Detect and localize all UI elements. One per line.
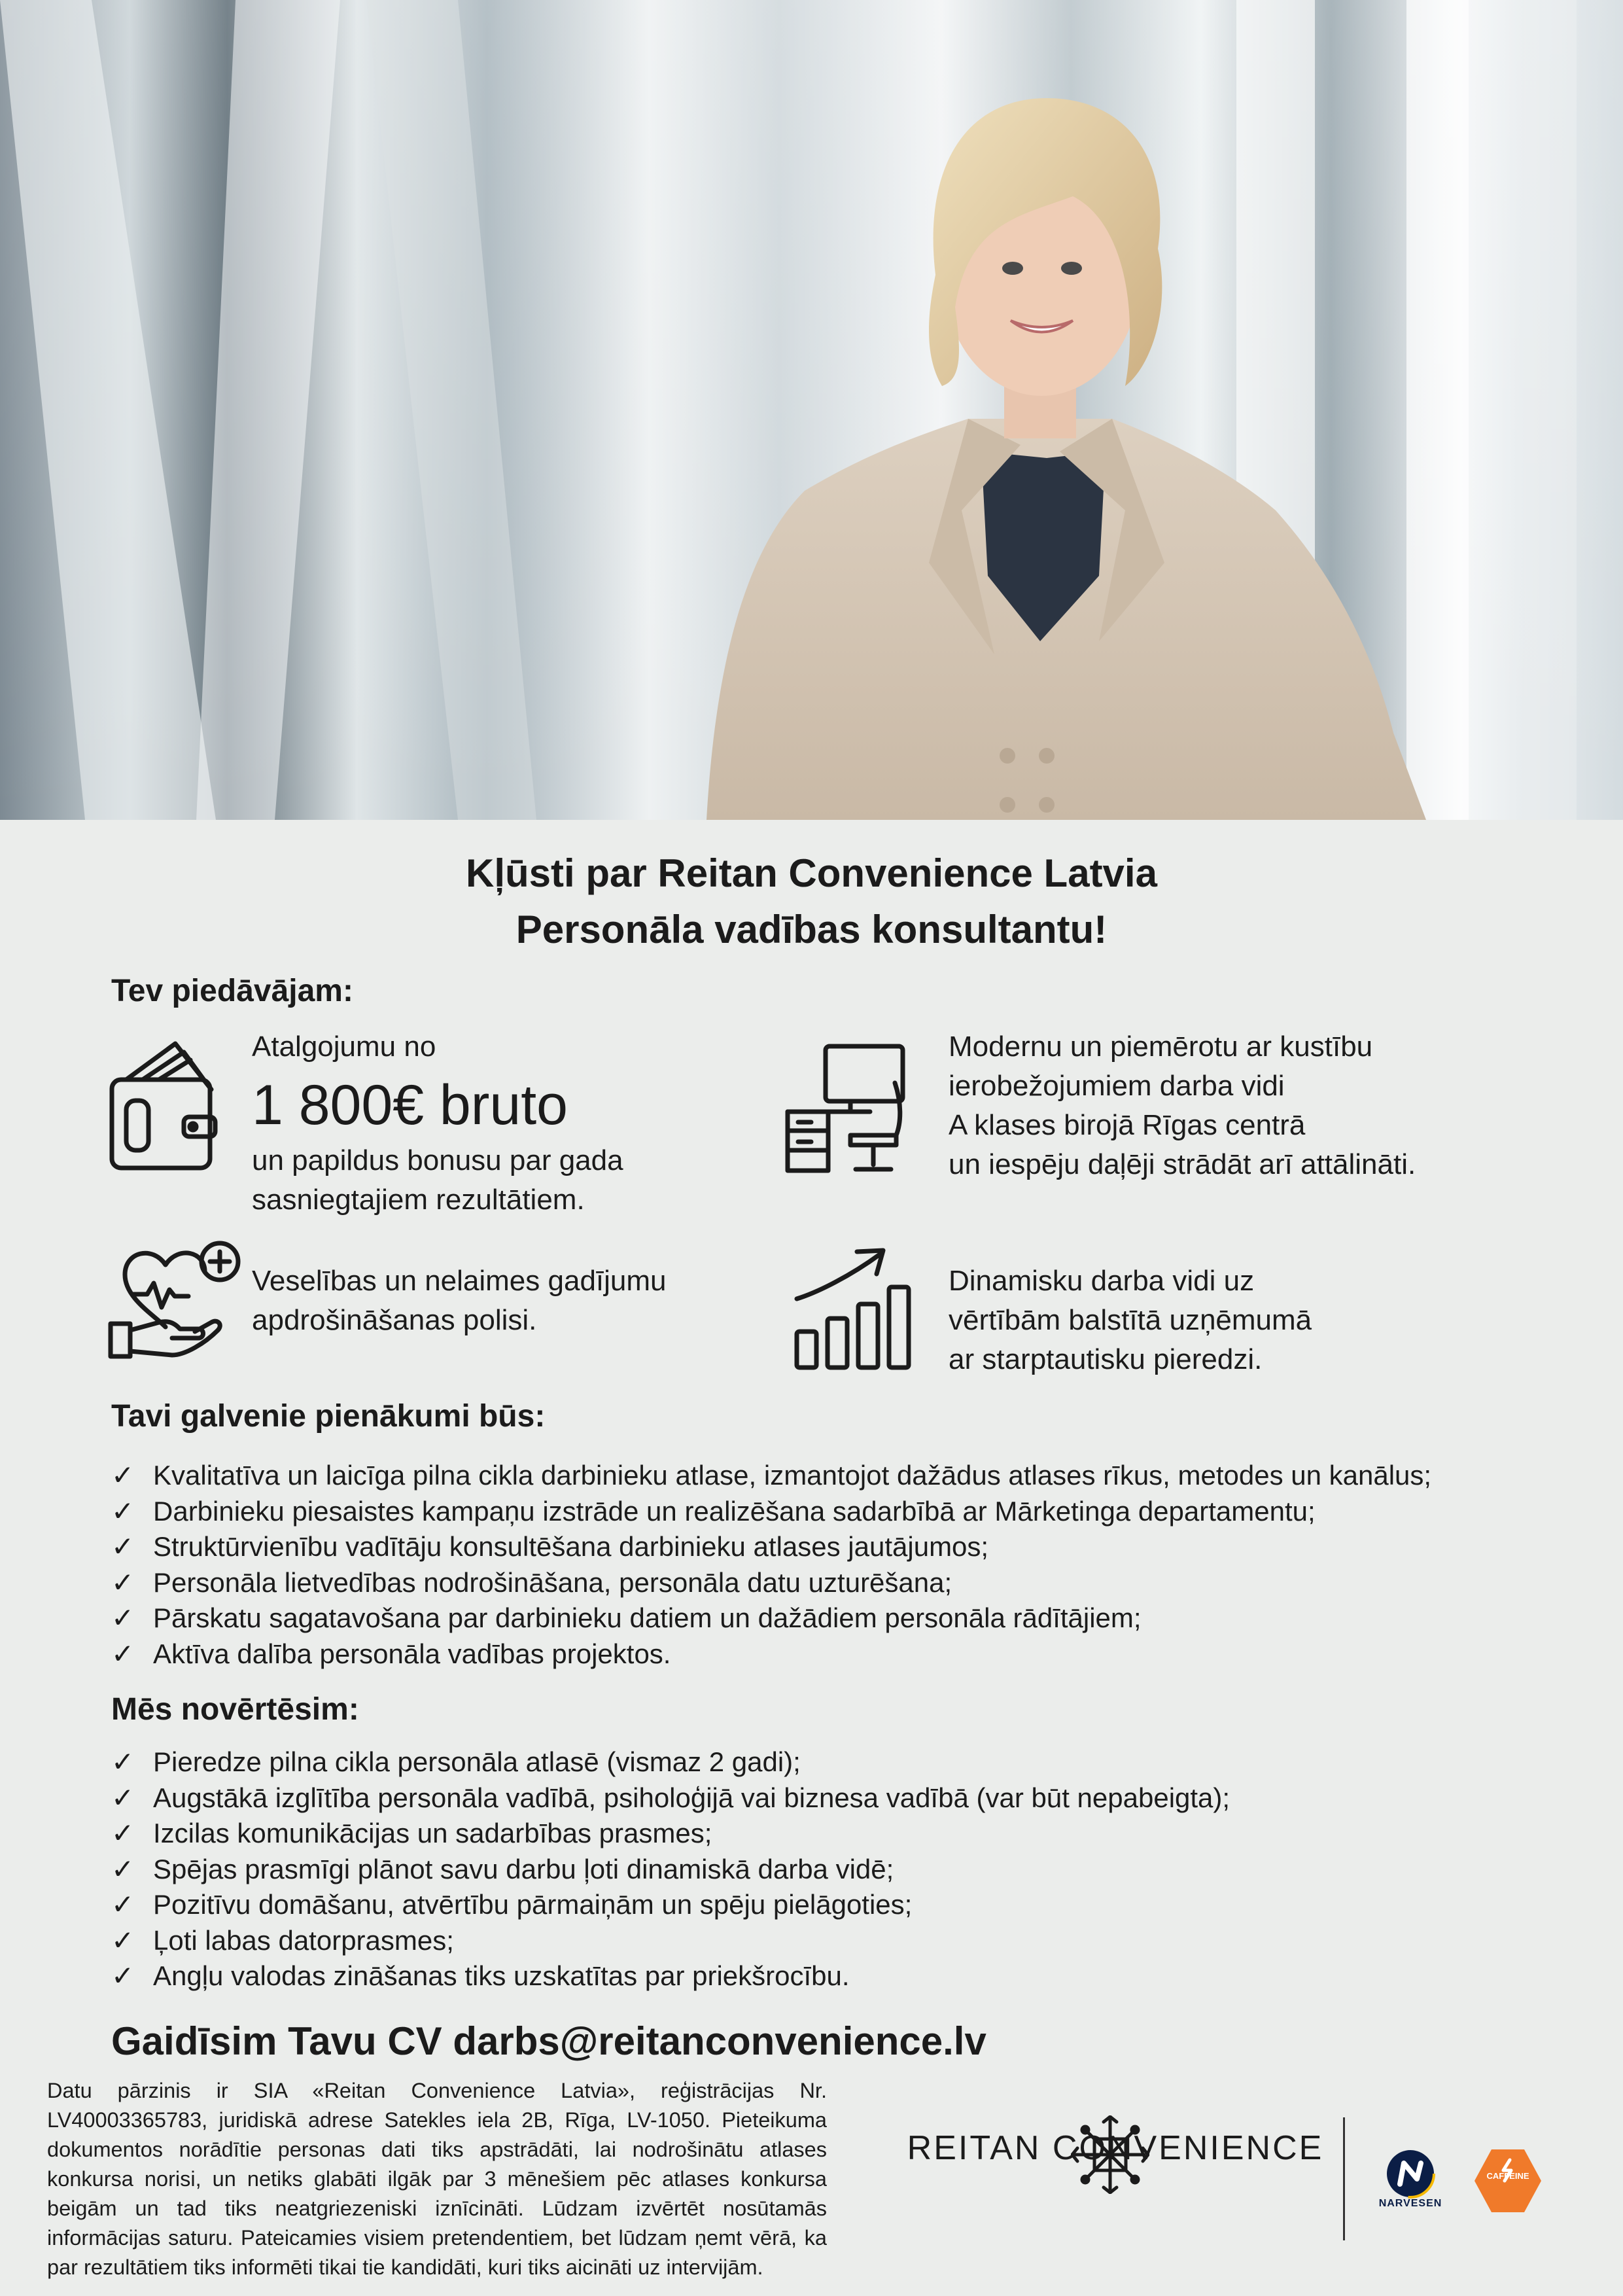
list-item: ✓ Pieredze pilna cikla personāla atlasē (vismaz 2 gadi); bbox=[111, 1744, 1230, 1780]
narvesen-label: NARVESEN bbox=[1378, 2198, 1442, 2209]
requirements-title: Mēs novērtēsim: bbox=[111, 1692, 359, 1727]
narvesen-logo-icon bbox=[1384, 2147, 1437, 2200]
check-icon: ✓ bbox=[111, 1852, 135, 1885]
office-line-3: A klases birojā Rīgas centrā bbox=[949, 1109, 1306, 1141]
office-offer bbox=[949, 1027, 1416, 1184]
requirements-list bbox=[111, 1744, 1230, 1994]
check-icon: ✓ bbox=[111, 1637, 135, 1670]
salary-intro: Atalgojumu no bbox=[252, 1031, 436, 1063]
headline-line-2: Personāla vadības konsultantu! bbox=[515, 908, 1108, 951]
list-item: ✓ Pozitīvu domāšanu, atvērtību pārmaiņām un spēju pielāgoties; bbox=[111, 1887, 1230, 1923]
check-icon: ✓ bbox=[111, 1746, 135, 1778]
check-icon: ✓ bbox=[111, 1459, 135, 1491]
logo-divider bbox=[1343, 2117, 1345, 2240]
list-item: ✓ Pārskatu sagatavošana par darbinieku datiem un dažādiem personāla rādītājiem; bbox=[111, 1600, 1431, 1636]
insurance-line-1: Veselības un nelaimes gadījumu bbox=[252, 1265, 667, 1297]
list-item: ✓ Augstākā izglītība personāla vadībā, psiholoģijā vai biznesa vadībā (var būt nepabeigta); bbox=[111, 1780, 1230, 1816]
salary-bonus-line-1: un papildus bonusu par gada bbox=[252, 1144, 623, 1176]
office-desk-icon bbox=[785, 1044, 916, 1174]
list-item: ✓ Ļoti labas datorprasmes; bbox=[111, 1923, 1230, 1959]
salary-bonus-line-2: sasniegtajiem rezultātiem. bbox=[252, 1184, 585, 1216]
check-icon: ✓ bbox=[111, 1960, 135, 1992]
growth-line-1: Dinamisku darba vidi uz bbox=[949, 1265, 1255, 1297]
check-icon: ✓ bbox=[111, 1602, 135, 1634]
check-icon: ✓ bbox=[111, 1494, 135, 1527]
caffeine-label: CAFFEINE bbox=[1486, 2171, 1529, 2181]
health-insurance-icon bbox=[107, 1239, 244, 1363]
check-icon: ✓ bbox=[111, 1530, 135, 1563]
data-privacy-notice: Datu pārzinis ir SIA «Reitan Convenience Latvia», reģistrācijas Nr. LV40003365783, juridiskā adrese Satekles iela 2B, Rīga, LV-1050. Pieteikuma dokumentos norādītie personas dati tiks apstrādāti, lai nodrošinātu atlases konkursa norisi, un netiks glabāti ilgāk par 3 mēnešiem pēc atlases konkursa beigām un tad tiks neatgriezeniski iznīcināti. Lūdzam izvērtēt nosūtamās informācijas saturu. Pateicamies visiem pretendentiem, bet lūdzam ņemt vērā, ka par rezultātiem tiks informēti tikai tie kandidāti, kuri tiks aicināti uz intervijām. bbox=[47, 2079, 827, 2279]
headline bbox=[0, 845, 1623, 958]
check-icon: ✓ bbox=[111, 1781, 135, 1814]
office-line-4: un iespēju daļēji strādāt arī attālināti. bbox=[949, 1148, 1416, 1180]
hero-illustration bbox=[0, 0, 1623, 820]
insurance-line-2: apdrošināšanas polisi. bbox=[252, 1304, 537, 1336]
salary-offer bbox=[252, 1027, 623, 1220]
hero-photo bbox=[0, 0, 1623, 820]
growth-line-2: vērtībām balstītā uzņēmumā bbox=[949, 1304, 1312, 1336]
salary-amount: 1 800€ bruto bbox=[252, 1074, 568, 1137]
headline-line-1: Kļūsti par Reitan Convenience Latvia bbox=[466, 851, 1157, 895]
growth-offer bbox=[949, 1262, 1312, 1379]
list-item: ✓ Izcilas komunikācijas un sadarbības prasmes; bbox=[111, 1816, 1230, 1852]
reitan-wordmark: REITAN CONVENIENCE bbox=[907, 2129, 1324, 2167]
list-item: ✓ Darbinieku piesaistes kampaņu izstrāde un realizēšana sadarbībā ar Mārketinga departamentu; bbox=[111, 1494, 1431, 1530]
list-item: ✓ Spējas prasmīgi plānot savu darbu ļoti dinamiskā darba vidē; bbox=[111, 1852, 1230, 1888]
offer-title: Tev piedāvājam: bbox=[111, 974, 353, 1008]
list-item: ✓ Angļu valodas zināšanas tiks uzskatītas par priekšrocību. bbox=[111, 1958, 1230, 1994]
office-line-2: ierobežojumiem darba vidi bbox=[949, 1070, 1285, 1102]
check-icon: ✓ bbox=[111, 1817, 135, 1849]
caffeine-logo-icon bbox=[1472, 2148, 1544, 2214]
check-icon: ✓ bbox=[111, 1924, 135, 1956]
check-icon: ✓ bbox=[111, 1566, 135, 1598]
duties-list bbox=[111, 1458, 1431, 1672]
list-item: ✓ Personāla lietvedības nodrošināšana, personāla datu uzturēšana; bbox=[111, 1565, 1431, 1601]
office-line-1: Modernu un piemērotu ar kustību bbox=[949, 1031, 1373, 1063]
list-item: ✓ Aktīva dalība personāla vadības projektos. bbox=[111, 1636, 1431, 1672]
insurance-offer bbox=[252, 1262, 667, 1340]
cv-call-to-action: Gaidīsim Tavu CV darbs@reitanconvenience.lv bbox=[111, 2019, 986, 2063]
growth-line-3: ar starptautisku pieredzi. bbox=[949, 1343, 1263, 1375]
growth-chart-icon bbox=[792, 1246, 916, 1371]
wallet-icon bbox=[107, 1040, 224, 1184]
list-item: ✓ Struktūrvienību vadītāju konsultēšana darbinieku atlases jautājumos; bbox=[111, 1529, 1431, 1565]
duties-title: Tavi galvenie pienākumi būs: bbox=[111, 1399, 546, 1434]
list-item: ✓ Kvalitatīva un laicīga pilna cikla darbinieku atlase, izmantojot dažādus atlases rīkus, metodes un kanālus; bbox=[111, 1458, 1431, 1494]
check-icon: ✓ bbox=[111, 1888, 135, 1920]
